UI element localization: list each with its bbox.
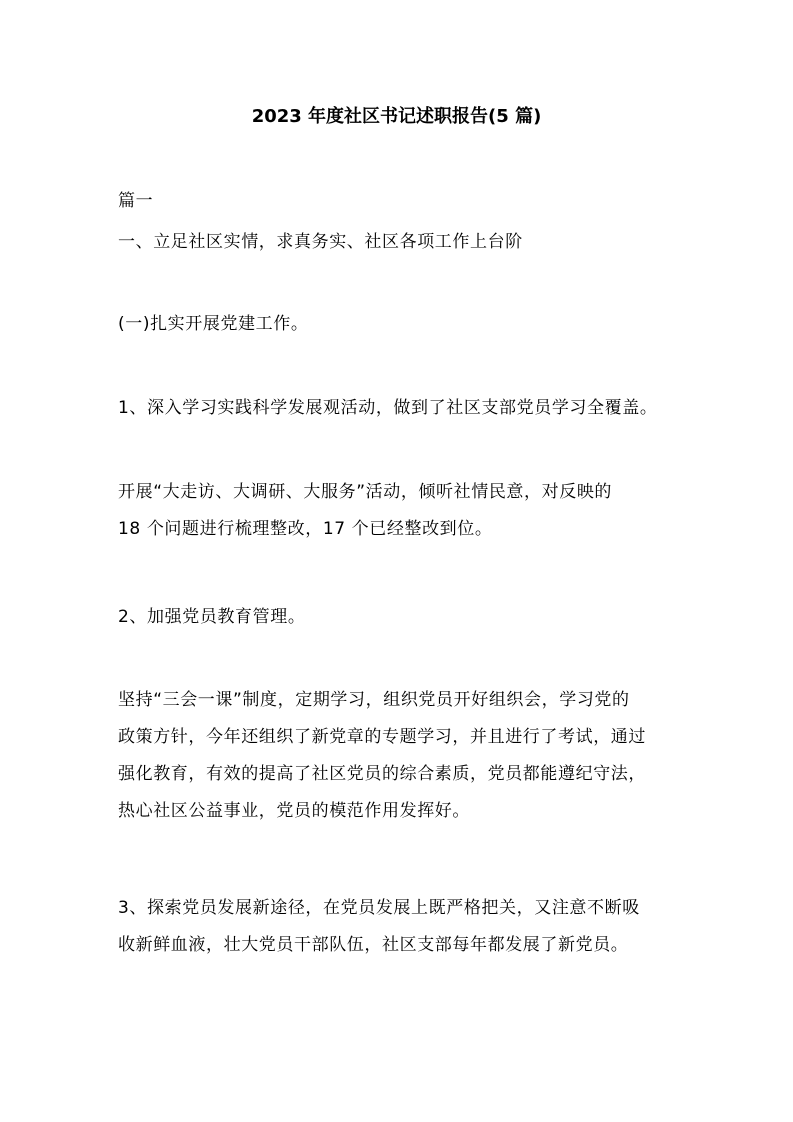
text-line: 开展“大走访、大调研、大服务”活动，倾听社情民意，对反映的: [118, 482, 613, 502]
document-title: 2023 年度社区书记述职报告(5 篇): [251, 106, 542, 127]
paragraph-visit-activity: [118, 474, 686, 548]
text-line: 强化教育，有效的提高了社区党员的综合素质，党员都能遵纪守法，: [118, 764, 646, 784]
paragraph-item-3: [118, 890, 686, 964]
text-line: 18 个问题进行梳理整改，17 个已经整改到位。: [118, 519, 493, 539]
text-line: 篇一: [118, 191, 154, 211]
section-heading-part-one: [118, 183, 686, 220]
paragraph-education-system: [118, 682, 686, 830]
paragraph-item-1: [118, 390, 686, 427]
text-line: 热心社区公益事业，党员的模范作用发挥好。: [118, 801, 470, 821]
text-line: 政策方针，今年还组织了新党章的专题学习，并且进行了考试，通过: [118, 727, 646, 747]
text-line: 3、探索党员发展新途径，在党员发展上既严格把关，又注意不断吸: [118, 898, 640, 918]
text-line: 收新鲜血液，壮大党员干部队伍，社区支部每年都发展了新党员。: [118, 935, 629, 955]
text-line: 坚持“三会一课”制度，定期学习，组织党员开好组织会，学习党的: [118, 690, 630, 710]
section-heading-level-1: [118, 224, 686, 261]
text-line: 1、深入学习实践科学发展观活动，做到了社区支部党员学习全覆盖。: [118, 398, 658, 418]
section-heading-level-2: [118, 306, 686, 343]
text-line: 一、立足社区实情，求真务实、社区各项工作上台阶: [118, 232, 523, 252]
paragraph-item-2: [118, 599, 686, 636]
text-line: 2、加强党员教育管理。: [118, 607, 306, 627]
text-line: (一)扎实开展党建工作。: [118, 314, 309, 334]
